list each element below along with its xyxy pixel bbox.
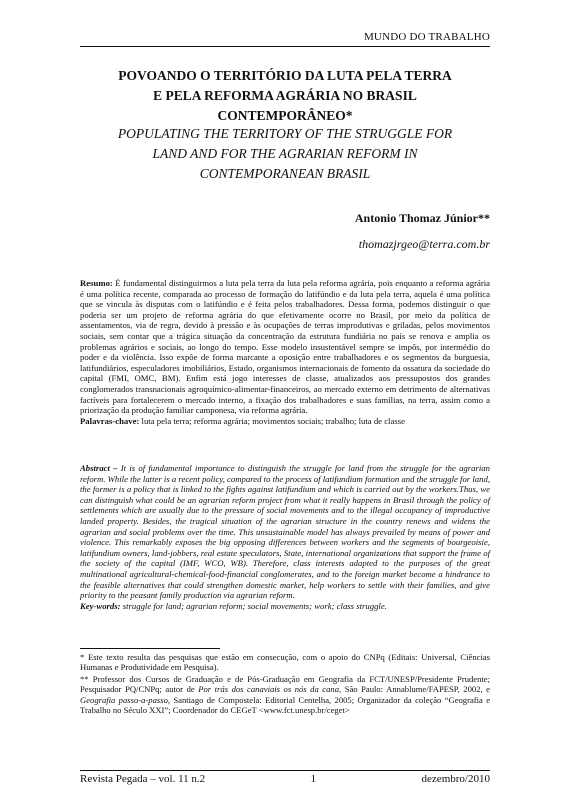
- resumo-text: É fundamental distinguirmos a luta pela terra da luta pela reforma agrária, pois enquanto a reforma agrária é uma política recente, comparada ao processo de formação do latifúndio e da luta pela terra, aquela é uma política que se vincula às disputas com o latifúndio e é feita pelos trabalhadores. Dessa forma, podemos distinguir o que poderia ser um projeto de reforma agrária do que efetivamente ocorre no Brasil, por meio da política de assentamentos, via de regra, devido à pressão e às ocupações de terras improdutivas e griladas, pelos movimentos sociais, sem contar que a trágica situação da concentração da estrutura fundiária no país se renova e amplia os problemas agrários e sociais, ao longo do tempo. Esse modelo insustentável sempre se impôs, por intermédio do poder e da violência. Isso expõe de forma marcante a oposição entre trabalhadores e os segmentos da burguesia, latifundiários, especuladores imobiliários, Estado, organismos internacionais de fomento da ossatura da sociedade do capital (FMI, OMC, BM). Enfim está jogo interesses de classe, atualizados aos pressupostos dos grandes conglomerados transnacionais agroquímico-alimentar-financeiros, ao mercado externo em detrimento de alternativas factíveis para fortalecerem o mercado interno, a fixação dos trabalhadores e suas famílias, na terra, assim como a priorização da produção familiar camponesa, via reforma agrária.: [80, 278, 490, 416]
- footnote-2: [80, 674, 490, 716]
- page-number: 1: [310, 773, 317, 785]
- key-words: [80, 601, 490, 612]
- footnote-rule: [80, 648, 220, 649]
- palavras-chave-label: Palavras-chave:: [80, 415, 140, 426]
- footnotes: [80, 652, 490, 716]
- title-pt-line: E PELA REFORMA AGRÁRIA NO BRASIL: [153, 88, 417, 103]
- key-words-label: Key-words:: [80, 600, 121, 611]
- abstract-section: [80, 463, 490, 611]
- author-email: thomazjrgeo@terra.com.br: [358, 237, 490, 251]
- author-name: Antonio Thomaz Júnior**: [354, 211, 490, 225]
- title-portuguese: [70, 66, 500, 126]
- footer-rule: [80, 770, 490, 771]
- footnote-2-text: , Santiago de Compostela: Editorial Centelha, 2005; Organizador da coleção “Geografia e Trabalho no Século XXI”; Coordenador do CEGeT <www.fct.unesp.br/ceget>: [80, 694, 491, 716]
- abstract-paragraph: [80, 463, 490, 601]
- footnote-2-book-title: Geografia passo-a-passo: [80, 694, 168, 705]
- title-en-line: CONTEMPORANEAN BRASIL: [199, 166, 371, 181]
- resumo-label: Resumo:: [80, 278, 113, 288]
- footnote-1: * Este texto resulta das pesquisas que estão em consecução, com o apoio do CNPq (Editais: Universal, Ciências Humanas e Produtividade em Pesquisa).: [80, 652, 490, 673]
- running-head: MUNDO DO TRABALHO: [363, 31, 490, 43]
- footnote-2-text: ** Professor dos Cursos de Graduação e de Pós-Graduação em Geografia da FCT/UNESP/Presidente Prudente; Pesquisador PQ/CNPq; autor de: [80, 673, 490, 695]
- palavras-chave-text: luta pela terra; reforma agrária; movimentos sociais; trabalho; luta de classe: [139, 415, 405, 426]
- header-rule: [80, 46, 490, 47]
- title-pt-line: POVOANDO O TERRITÓRIO DA LUTA PELA TERRA: [118, 68, 452, 83]
- title-en-line: POPULATING THE TERRITORY OF THE STRUGGLE FOR: [117, 126, 453, 141]
- footnote-2-text: , São Paulo: Annablume/FAPESP, 2002, e: [339, 684, 490, 695]
- palavras-chave: [80, 416, 490, 427]
- footnote-2-book-title: Por trás dos canaviais os nós da cana: [198, 684, 340, 695]
- resumo-section: [80, 278, 490, 426]
- key-words-text: struggle for land; agrarian reform; social movements; work; class struggle.: [120, 600, 387, 611]
- journal-name: Revista Pegada – vol. 11 n.2: [80, 773, 206, 785]
- page-footer: [80, 773, 490, 785]
- abstract-text: It is of fundamental importance to distinguish the struggle for land from the struggle for the agrarian reform. While the latter is a recent policy, compared to the process of latifundium formation and the struggle for land, the former is a policy that is linked to the fights against latifundium and which is carried out by the workers.Thus, we can distinguish what could be an agrarian reform project from what it really happens in Brasil through the policy of settlements which are usually due to the pressure of social movements and to the illegal occupancy of improductive landed property. Besides, the tragical situation of the agrarian structure in the country renews and widens the agrarian and social problems over the time. This unsustainable model has always prevailed by means of power and violence. This remarkably exposes the big opposing differences between workers and the segments of bourgeoisie, latifundium owners, land-jobbers, real estate speculators, State, international organizations that support the frame of the society of the capital (IMF, WCO, WB). Therefore, class interests adapted to the purposes of the great multinational agricultural-chemical-food-financial conglomerates, and to the foreign market become a hindrance to the feasible alternatives that could strengthen domestic market, help workers to settle with their families, and give priority to the peasant family production via agrarian reform.: [80, 463, 490, 601]
- title-pt-line: CONTEMPORÂNEO*: [217, 108, 353, 123]
- abstract-label: Abstract –: [80, 463, 118, 473]
- resumo-paragraph: [80, 278, 490, 416]
- publication-date: dezembro/2010: [421, 773, 490, 785]
- title-en-line: LAND AND FOR THE AGRARIAN REFORM IN: [152, 146, 418, 161]
- title-english: [70, 124, 500, 184]
